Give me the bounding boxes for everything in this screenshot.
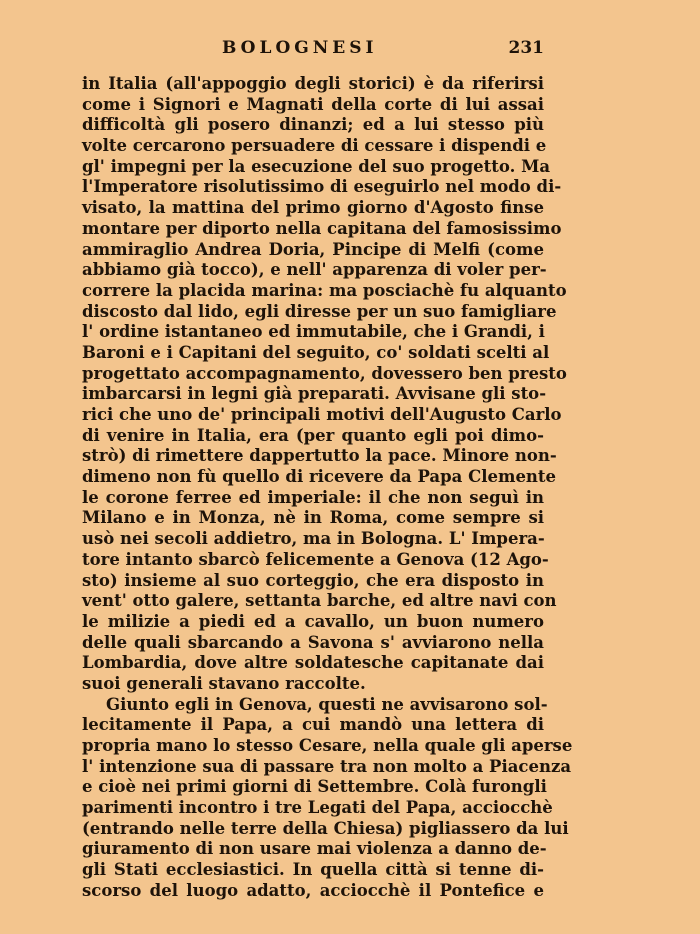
text-line: le milizie a piedi ed a cavallo, un buon numero <box>82 611 544 631</box>
text-line: discosto dal lido, egli diresse per un suo famigliare <box>82 301 557 321</box>
text-line: visato, la mattina del primo giorno d'Agosto finse <box>82 198 544 218</box>
text-line: sto) insieme al suo corteggio, che era disposto in <box>82 570 544 590</box>
text-line: Giunto egli in Genova, questi ne avvisarono sol- <box>106 694 548 714</box>
text-line: usò nei secoli addietro, ma in Bologna. L' Impera- <box>82 529 545 549</box>
text-line: vent' otto galere, settanta barche, ed altre navi con <box>82 591 557 611</box>
text-line: come i Signori e Magnati della corte di lui assai <box>82 94 544 114</box>
text-line: abbiamo già tocco), e nell' apparenza di voler per- <box>82 260 547 280</box>
text-line: delle quali sbarcando a Savona s' avviarono nella <box>82 632 544 652</box>
text-line: l'Imperatore risolutissimo di eseguirlo nel modo di- <box>82 177 562 197</box>
text-line: le corone ferree ed imperiale: il che non seguì in <box>82 487 544 507</box>
text-line: (entrando nelle terre della Chiesa) pigliassero da lui <box>82 818 569 838</box>
text-line: rici che uno de' principali motivi dell'Augusto Carlo <box>82 405 562 424</box>
text-line: giuramento di non usare mai violenza a danno de- <box>82 839 547 859</box>
text-line: l' ordine istantaneo ed immutabile, che i Grandi, i <box>82 322 545 342</box>
text-line: di venire in Italia, era (per quanto egli poi dimo- <box>82 425 544 445</box>
text-line: progettato accompagnamento, dovessero ben presto <box>82 363 567 383</box>
body-text <box>82 74 573 902</box>
text-line: gl' impegni per la esecuzione del suo progetto. Ma <box>82 156 551 176</box>
text-line: strò) di rimettere dappertutto la pace. Minore non- <box>82 446 557 466</box>
text-line: Baroni e i Capitani del seguito, co' soldati scelti al <box>82 342 550 362</box>
text-line: propria mano lo stesso Cesare, nella quale gli aperse <box>82 736 573 755</box>
text-line: Lombardia, dove altre soldatesche capitanate dai <box>82 653 544 673</box>
text-line: parimenti incontro i tre Legati del Papa, acciocchè <box>82 798 553 818</box>
text-line: montare per diporto nella capitana del famosissimo <box>82 218 562 238</box>
text-line: ammiraglio Andrea Doria, Pincipe di Melfi (come <box>82 239 544 259</box>
page-number: 231 <box>508 38 544 58</box>
text-line: e cioè nei primi giorni di Settembre. Colà furongli <box>82 777 547 797</box>
text-line: l' intenzione sua di passare tra non molto a Piacenza <box>82 756 572 776</box>
text-line: correre la placida marina: ma posciachè fu alquanto <box>82 280 567 300</box>
paragraph <box>82 74 567 695</box>
text-line: imbarcarsi in legni già preparati. Avvisane gli sto- <box>82 384 547 404</box>
text-line: lecitamente il Papa, a cui mandò una lettera di <box>82 715 544 735</box>
running-head <box>82 36 544 60</box>
text-line: gli Stati ecclesiastici. In quella città si tenne di- <box>82 860 544 880</box>
text-line: scorso del luogo adatto, acciocchè il Pontefice e <box>82 880 544 900</box>
text-line: suoi generali stavano raccolte. <box>82 673 366 693</box>
text-line: difficoltà gli posero dinanzi; ed a lui stesso più <box>82 115 544 135</box>
text-line: dimeno non fù quello di ricevere da Papa Clemente <box>82 467 557 487</box>
text-line: in Italia (all'appoggio degli storici) è da riferirsi <box>82 74 544 93</box>
text-line: volte cercarono persuadere di cessare i dispendi e <box>82 136 547 156</box>
text-line: tore intanto sbarcò felicemente a Genova (12 Ago- <box>82 549 549 569</box>
paragraph <box>82 694 573 902</box>
running-title: BOLOGNESI <box>222 38 378 58</box>
text-line: Milano e in Monza, nè in Roma, come sempre si <box>82 508 544 528</box>
